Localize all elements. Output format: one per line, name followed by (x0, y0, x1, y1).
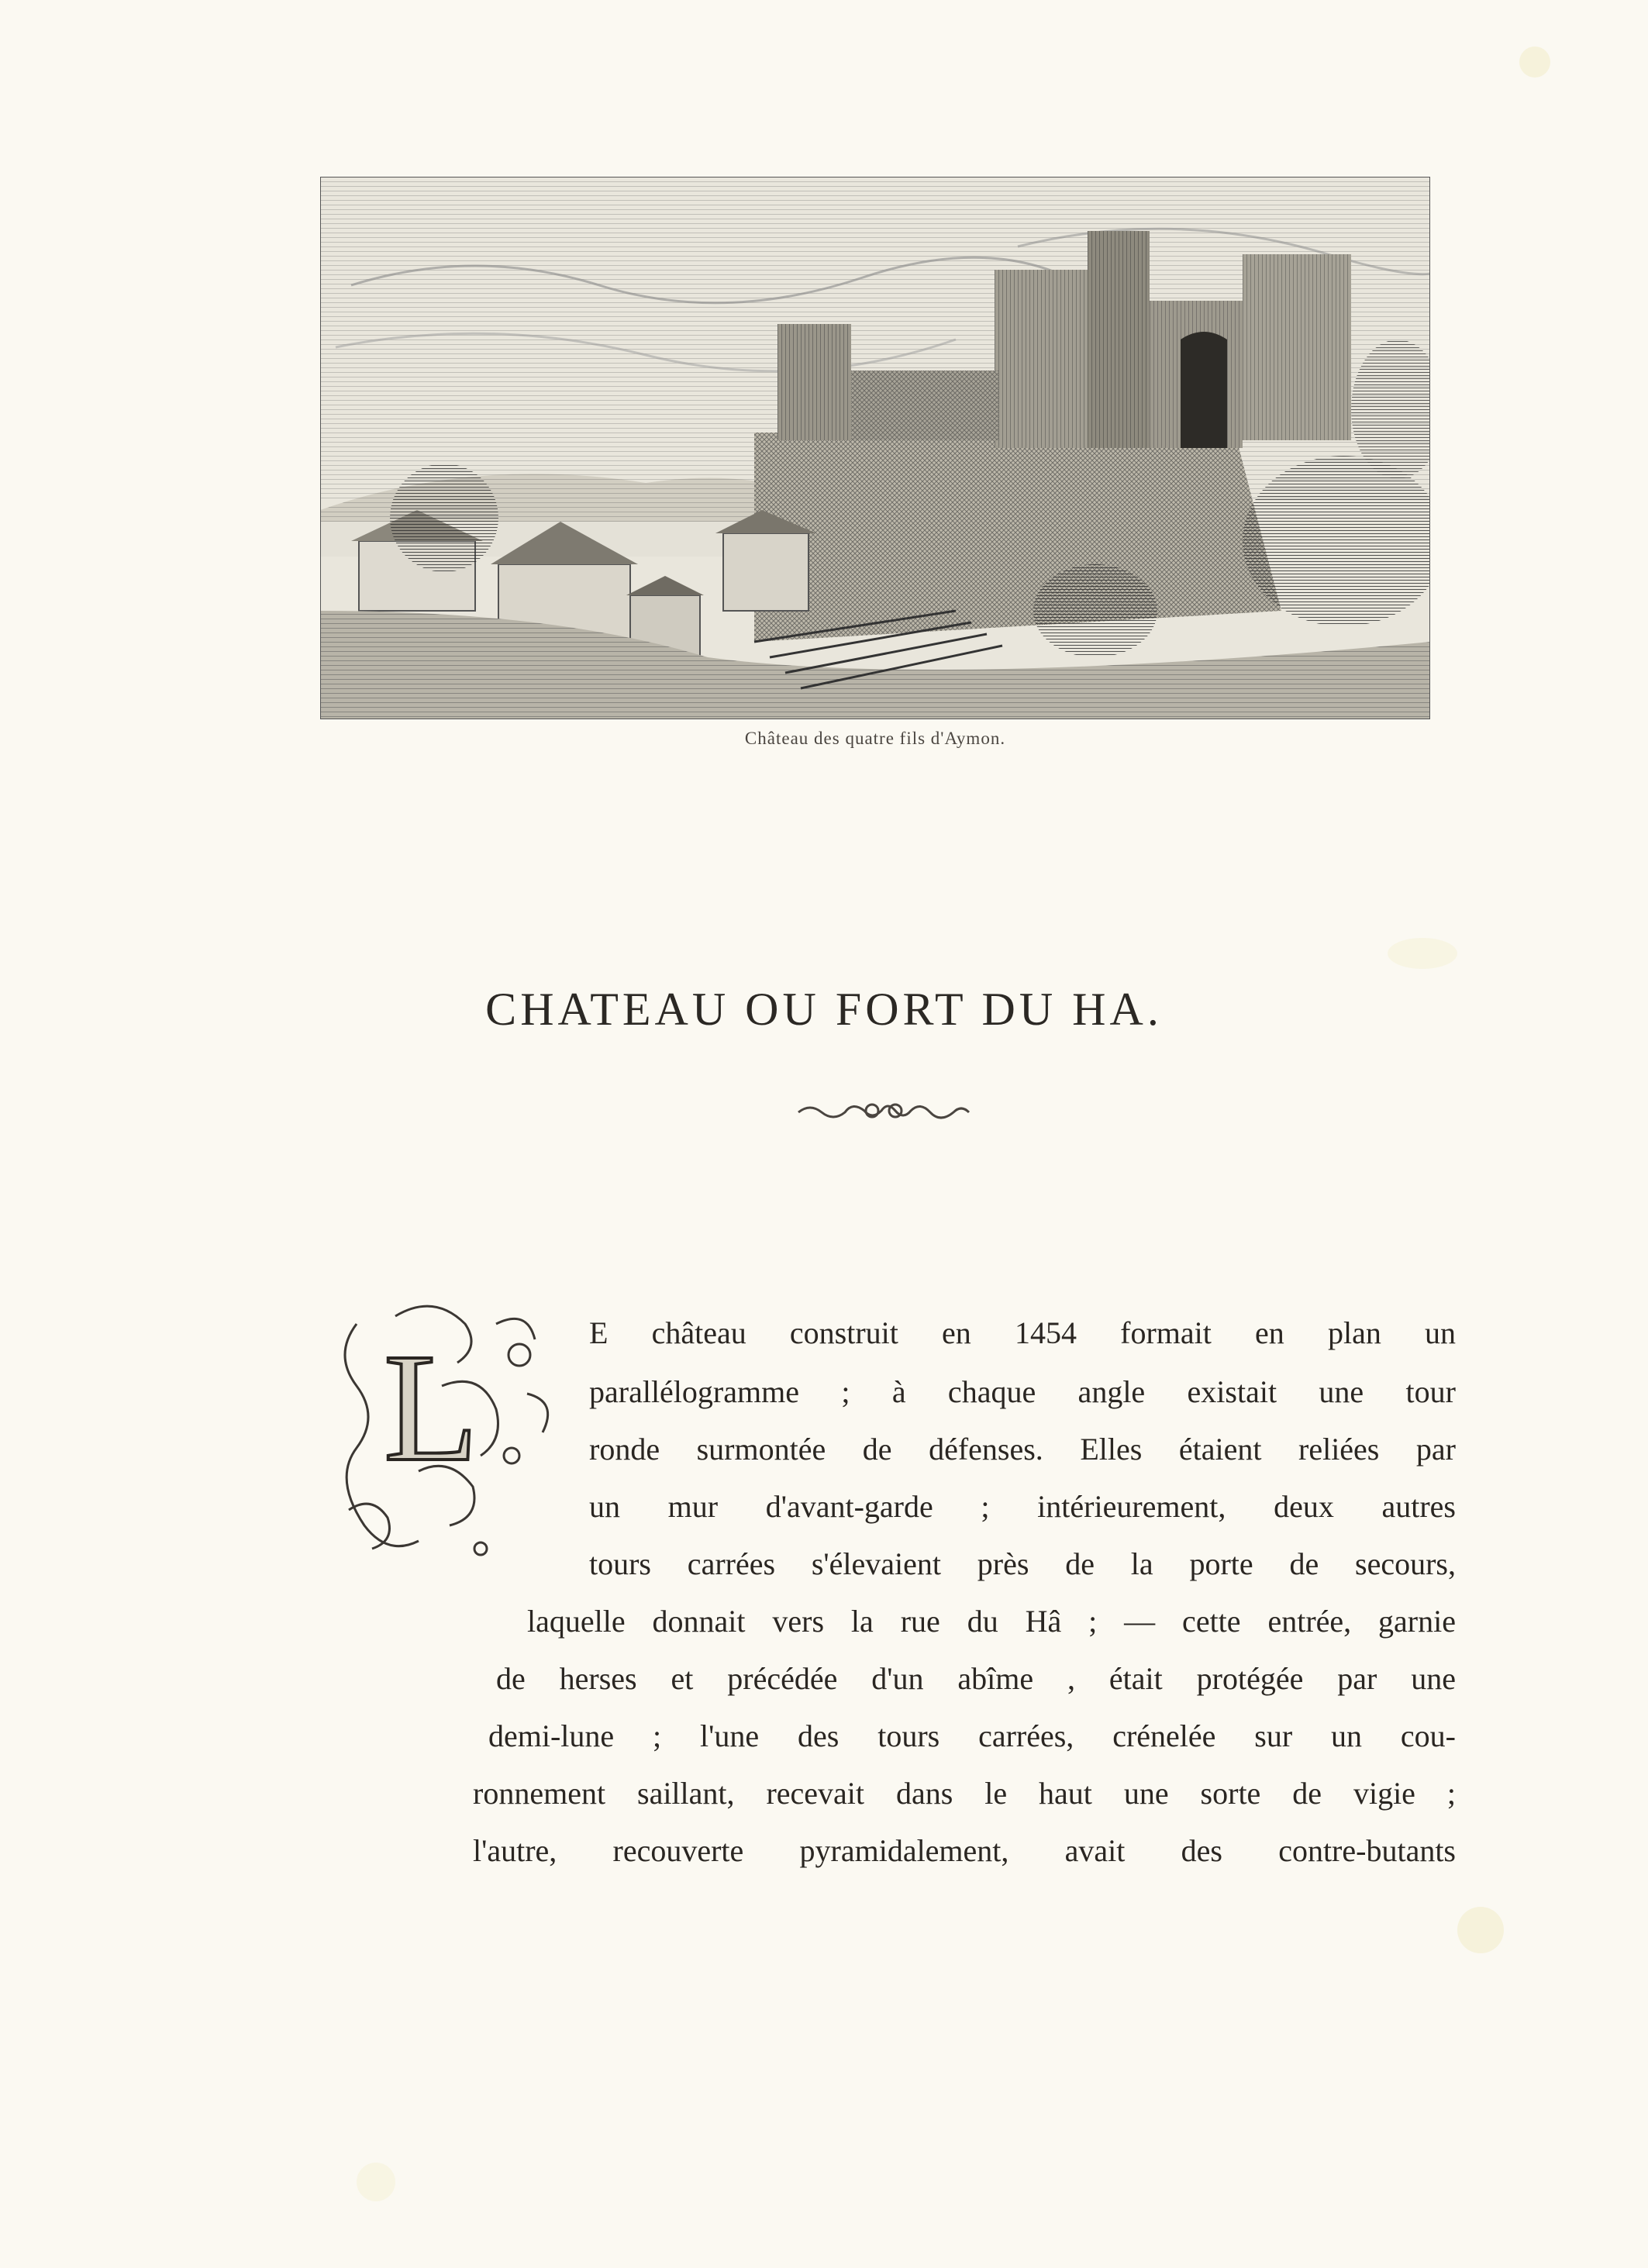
body-line: de herses et précédée d'un abîme , était protégée par une (496, 1661, 1456, 1696)
drop-cap-letter: L (384, 1322, 479, 1494)
chapter-title: CHATEAU OU FORT DU HA. (485, 984, 1163, 1036)
body-line: parallélogramme ; à chaque angle existait une tour (589, 1374, 1456, 1409)
engraving-illustration (320, 177, 1430, 719)
body-line: un mur d'avant-garde ; intérieurement, deux autres (589, 1489, 1456, 1524)
illustration-caption: Château des quatre fils d'Aymon. (744, 729, 1006, 748)
body-line: ronnement saillant, recevait dans le haut une sorte de vigie ; (473, 1776, 1456, 1811)
foxing-spot (357, 2163, 395, 2201)
body-line: E château construit en 1454 formait en plan un (589, 1315, 1456, 1350)
foxing-spot (1519, 47, 1550, 78)
foxing-spot (1388, 938, 1457, 969)
body-line: demi-lune ; l'une des tours carrées, crénelée sur un cou- (488, 1718, 1456, 1753)
body-line: laquelle donnait vers la rue du Hâ ; — cette entrée, garnie (527, 1604, 1456, 1639)
fleuron-ornament-icon (795, 1095, 973, 1126)
foxing-spot (1457, 1907, 1504, 1953)
body-line: tours carrées s'élevaient près de la porte de secours, (589, 1546, 1456, 1581)
body-line: ronde surmontée de défenses. Elles étaient reliées par (589, 1432, 1456, 1467)
ornamental-drop-cap (326, 1293, 589, 1570)
body-line: l'autre, recouverte pyramidalement, avait des contre-butants (473, 1833, 1456, 1868)
